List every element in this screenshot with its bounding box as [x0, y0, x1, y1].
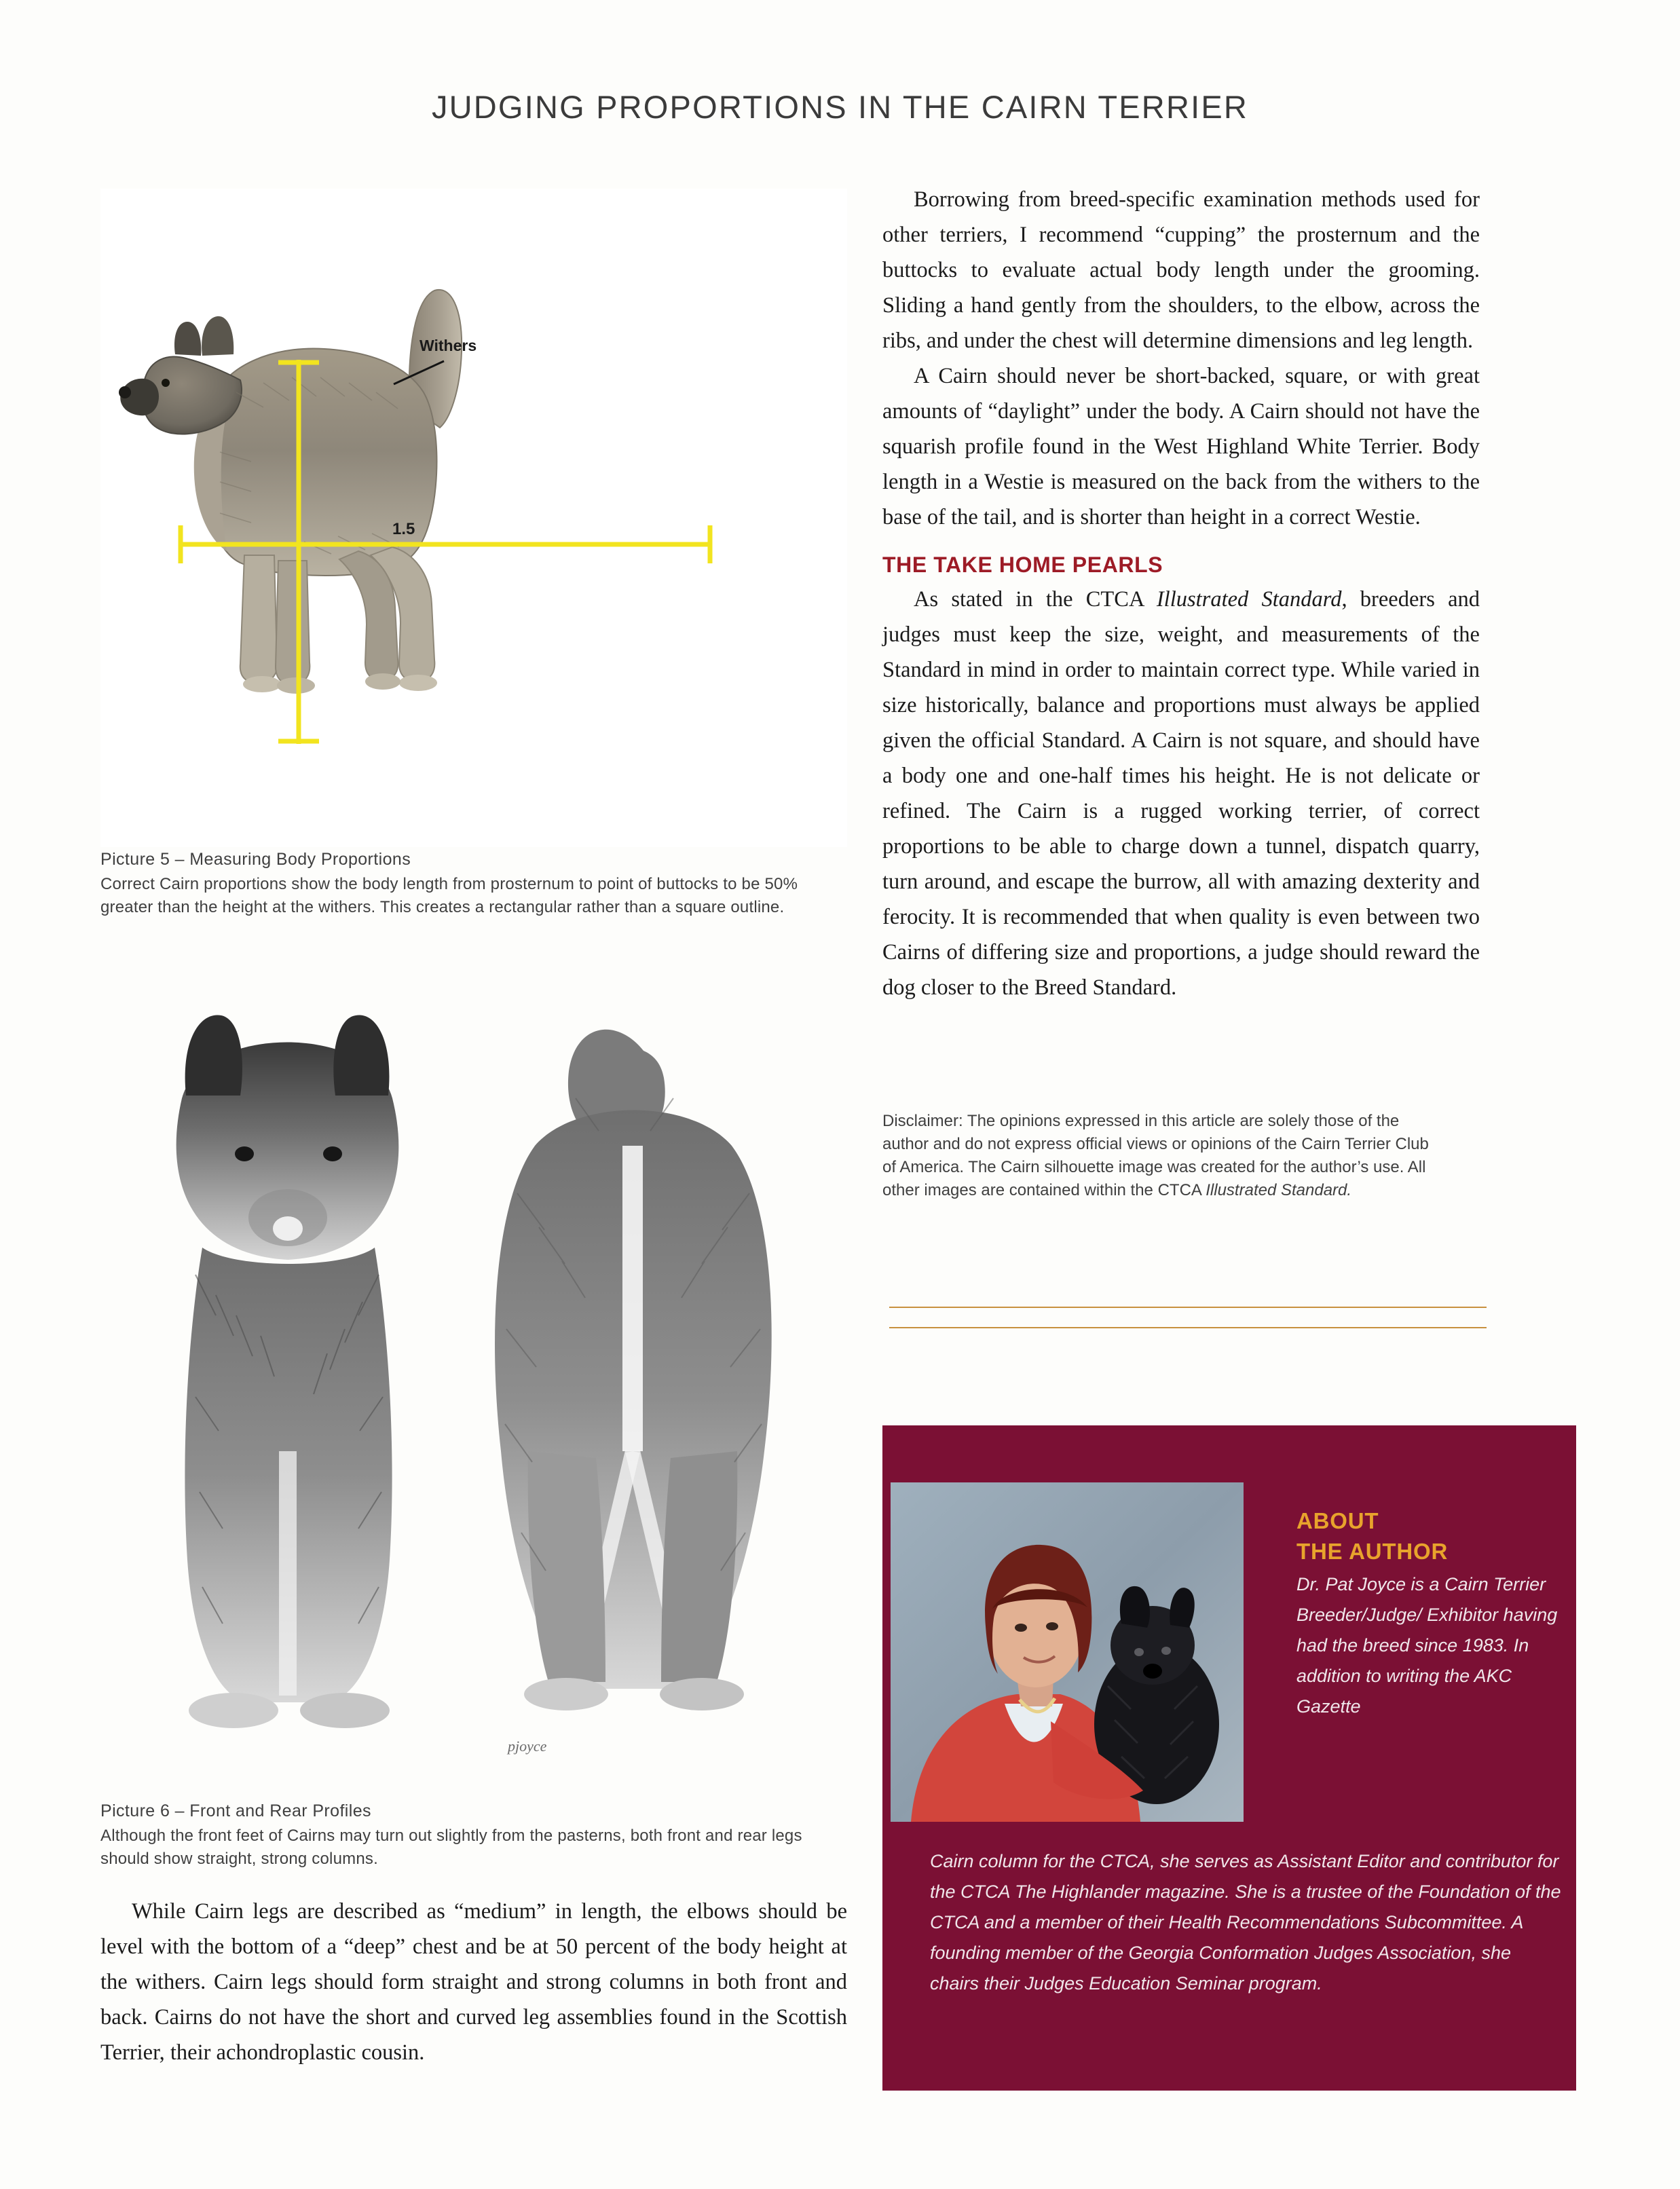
about-the-author-box — [882, 1425, 1576, 2091]
figure-2-caption-title: Picture 6 – Front and Rear Profiles — [100, 1801, 371, 1820]
figure-front-and-rear-profiles — [100, 976, 847, 1784]
decorative-rules — [889, 1307, 1487, 1347]
artist-signature: pjoyce — [508, 1738, 547, 1755]
left-column-body — [100, 1894, 847, 2070]
right-paragraph-1: Borrowing from breed-specific examination methods used for other terriers, I recommend “cupping” the prosternum and the buttocks to evaluate actual body length under the grooming. Sliding a hand gently from the shoulders, to the elbow, across the ribs, and under the chest will determine dimensions and leg length. — [882, 187, 1480, 353]
paragraph-3-italic-title: Illustrated Standard — [1156, 587, 1342, 612]
figure-1-caption — [100, 850, 834, 919]
author-bio-column: Dr. Pat Joyce is a Cairn Terrier Breeder/Judge/ Exhibitor having had the breed since 1983. In addition to writing the AKC Gazette — [1296, 1574, 1558, 1717]
author-bio-continued: Cairn column for the CTCA, she serves as Assistant Editor and contributor for the CTCA The Highlander magazine. She is a trustee of the Foundation of the CTCA and a member of their Health Recommendations Subcommittee. A founding member of the Georgia Conformation Judges Association, she chairs their Judges Education Seminar program. — [930, 1851, 1561, 1994]
label-withers: Withers — [419, 337, 477, 354]
about-the-author-heading — [1296, 1505, 1561, 1567]
disclaimer-block — [882, 1110, 1439, 1202]
divider-rule-top — [889, 1307, 1487, 1308]
figure-2-caption — [100, 1801, 847, 1871]
paragraph-3-text-lead: As stated in the CTCA — [914, 587, 1157, 612]
right-paragraph-3 — [882, 582, 1480, 1005]
figure-1-caption-body: Correct Cairn proportions show the body length from prosternum to point of buttocks to be 50% greater than the height at the withers. This creates a rectangular rather than a square outline. — [100, 875, 798, 916]
figure-1-caption-title: Picture 5 – Measuring Body Proportions — [100, 850, 411, 869]
author-photograph-illustration — [891, 1482, 1244, 1822]
author-photo — [891, 1482, 1244, 1822]
disclaimer-text: Disclaimer: The opinions expressed in this article are solely those of the author and do not express official views or opinions of the Cairn Terrier Club of America. The Cairn silhouette image was created for the author’s use. All other images are contained within the CTCA — [882, 1112, 1429, 1199]
right-paragraph-2: A Cairn should never be short-backed, square, or with great amounts of “daylight” under the body. A Cairn should not have the squarish profile found in the West Highland White Terrier. Body length in a Westie is measured on the back from the withers to the base of the tail, and is shorter than height in a correct Westie. — [882, 364, 1480, 529]
page-title: JUDGING PROPORTIONS IN THE CAIRN TERRIER — [431, 89, 1249, 125]
right-column — [882, 182, 1480, 1005]
figure-2-caption-body: Although the front feet of Cairns may turn out slightly from the pasterns, both front and rear legs should show straight, strong columns. — [100, 1827, 802, 1868]
front-and-rear-profile-illustration — [100, 976, 847, 1784]
figure-measuring-body-proportions — [100, 189, 847, 847]
heading-line-2: THE AUTHOR — [1296, 1539, 1449, 1564]
paragraph-3-text-rest: , breeders and judges must keep the size, weight, and measurements of the Standard in mind in order to maintain correct type. While varied in size historically, balance and proportions must always be applied given the official Standard. A Cairn is not square, and should have a body one and one-half times his height. He is not delicate or refined. The Cairn is a rugged working terrier, of correct proportions to be able to charge down a tunnel, dispatch quarry, turn around, and escape the burrow, all with amazing dexterity and ferocity. It is recommended that when quality is even between two Cairns of differing size and proportions, a judge should reward the dog closer to the Breed Standard. — [882, 587, 1480, 1000]
left-column-paragraph: While Cairn legs are described as “medium” in length, the elbows should be level with the bottom of a “deep” chest and be at 50 percent of the body height at the withers. Cairn legs should form straight and strong columns in both front and back. Cairns do not have the short and curved leg assemblies found in the Scottish Terrier, their achondroplastic cousin. — [100, 1899, 847, 2065]
disclaimer-italic-title: Illustrated Standard. — [1206, 1181, 1352, 1199]
cairn-terrier-side-profile-illustration — [100, 189, 847, 847]
divider-rule-bottom — [889, 1327, 1487, 1328]
heading-line-1: ABOUT — [1296, 1508, 1379, 1533]
section-heading-take-home-pearls: THE TAKE HOME PEARLS — [882, 553, 1163, 577]
label-length-ratio: 1.5 — [392, 520, 415, 538]
